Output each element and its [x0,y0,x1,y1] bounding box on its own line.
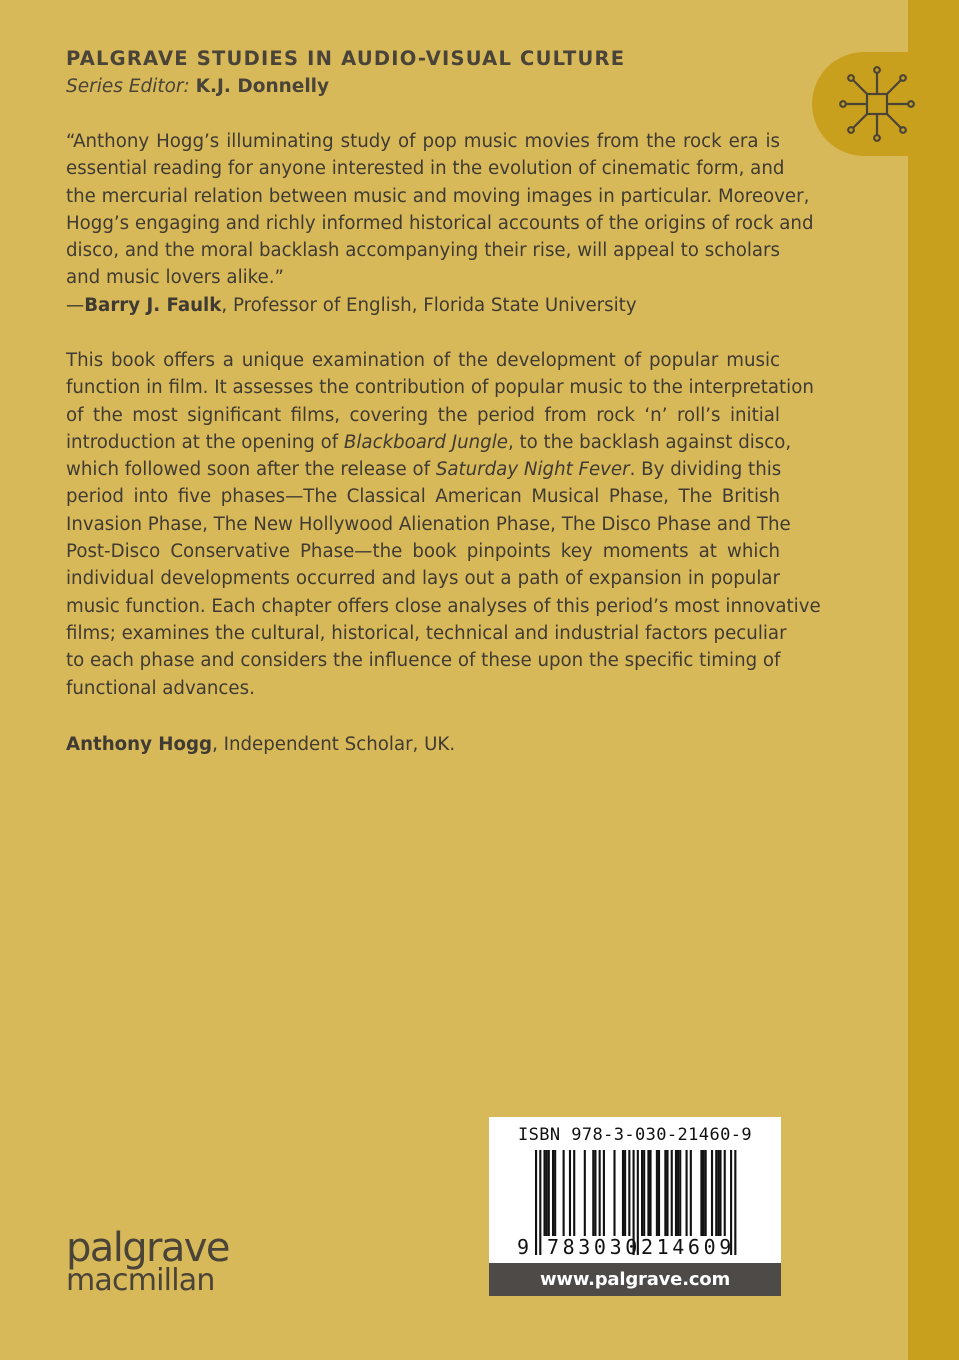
barcode-bar [702,1150,704,1236]
barcode-bar [677,1150,679,1236]
attribution-dash: — [66,295,85,316]
barcode-bar [656,1150,658,1236]
barcode-bar [599,1150,601,1236]
barcode-bar [622,1150,624,1236]
barcode-bar [658,1150,660,1236]
series-editor-label: Series Editor: [66,76,190,97]
barcode-first-digit: 9 [517,1235,530,1259]
barcode-bar [535,1150,537,1255]
description-line: Post-Disco Conservative Phase—the book pinpoints key moments at which [66,541,780,563]
logo-tab [812,52,959,156]
barcode-bar [643,1150,645,1236]
series-editor-name: K.J. Donnelly [195,76,330,97]
publisher-line1: palgrave [66,1225,229,1271]
barcode-bar [649,1150,651,1236]
description-line: music function. Each chapter offers close analyses of this period’s most innovative [66,595,821,617]
barcode-bar [584,1150,586,1236]
description-line: films; examines the cultural, historical, technical and industrial factors peculiar [66,622,787,644]
barcode-bar [563,1150,565,1236]
desc-text: which followed soon after the release of [66,459,436,481]
barcode-bar [613,1150,615,1236]
barcode-bar [546,1150,548,1236]
desc-text: . By dividing this [629,459,782,481]
barcode-bar [671,1150,673,1236]
palgrave-network-icon [836,63,918,145]
barcode-bar [548,1150,550,1236]
barcode-bar [552,1150,554,1236]
series-editor [66,76,329,97]
barcode-bar [686,1150,688,1236]
publisher-url[interactable]: www.palgrave.com [489,1263,781,1296]
barcode-bar [690,1150,692,1236]
quote-attribution [66,292,637,319]
barcode-bar [717,1150,719,1236]
quote-line: “Anthony Hogg’s illuminating study of pop music movies from the rock era is [66,131,780,152]
book-description [66,347,821,702]
barcode-bar [624,1150,626,1236]
barcode-bar [573,1150,575,1236]
quote-line: and music lovers alike.” [66,267,284,289]
barcode-bar [594,1150,596,1236]
barcode-bar [628,1150,630,1236]
desc-text: introduction at the opening of [66,431,344,453]
barcode-bar [543,1150,545,1236]
description-line: to each phase and considers the influence of these upon the specific timing of [66,650,781,672]
description-line: of the most significant films, covering the period from rock ‘n’ roll’s initial [66,404,780,426]
barcode-bar [592,1150,594,1236]
isbn-text: ISBN 978-3-030-21460-9 [518,1125,752,1145]
author-name: Anthony Hogg [66,734,213,755]
description-line: individual developments occurred and lays out a path of expansion in popular [66,568,780,590]
barcode-bar [603,1150,605,1236]
quote-line: Hogg’s engaging and richly informed historical accounts of the origins of rock and [66,212,814,234]
barcode-bar [719,1150,721,1236]
barcode-right-digits: 214609 [641,1235,735,1259]
barcode-bar [715,1150,717,1236]
publisher-logo [66,1225,229,1298]
film-title-saturday-night-fever: Saturday Night Fever [435,459,630,481]
quote-line: disco, and the moral backlash accompanying their rise, will appeal to scholars [66,240,780,262]
barcode-bar [554,1150,556,1236]
publisher-line2: macmillan [66,1263,215,1298]
barcode-bar [679,1150,681,1236]
attribution-name: Barry J. Faulk [84,295,222,316]
isbn-barcode [489,1117,781,1263]
barcode-bar [539,1150,541,1255]
description-line [66,456,780,483]
author-bio [66,731,455,758]
barcode-bar [700,1150,702,1236]
description-line: functional advances. [66,677,255,699]
description-line: Invasion Phase, The New Hollywood Alienation Phase, The Disco Phase and The [66,513,791,535]
barcode-bar [724,1150,726,1236]
author-affiliation: , Independent Scholar, UK. [212,734,456,755]
description-line: This book offers a unique examination of the development of popular music [66,350,780,371]
barcode-bar [647,1150,649,1236]
quote-line: the mercurial relation between music and moving images in particular. Moreover, [66,185,810,207]
barcode-bar [666,1150,668,1236]
barcode-bar [711,1150,713,1236]
quote-line: essential reading for anyone interested in the evolution of cinematic form, and [66,158,785,180]
description-line [66,429,792,456]
description-line: function in film. It assesses the contribution of popular music to the interpretation [66,377,814,399]
barcode-bar [641,1150,643,1236]
description-line: period into five phases—The Classical American Musical Phase, The British [66,486,780,508]
attribution-role: , Professor of English, Florida State University [221,295,637,316]
desc-text: , to the backlash against disco, [507,431,792,453]
barcode-bar [664,1150,666,1236]
barcode-bar [705,1150,707,1236]
endorsement-quote [66,128,814,292]
series-title: PALGRAVE STUDIES IN AUDIO-VISUAL CULTURE [66,47,626,70]
barcode-bar [569,1150,571,1236]
barcode-left-digits: 783030 [547,1235,641,1259]
barcode-bar [675,1150,677,1236]
film-title-blackboard-jungle: Blackboard Jungle [343,431,508,453]
spine-strip [908,0,959,1360]
